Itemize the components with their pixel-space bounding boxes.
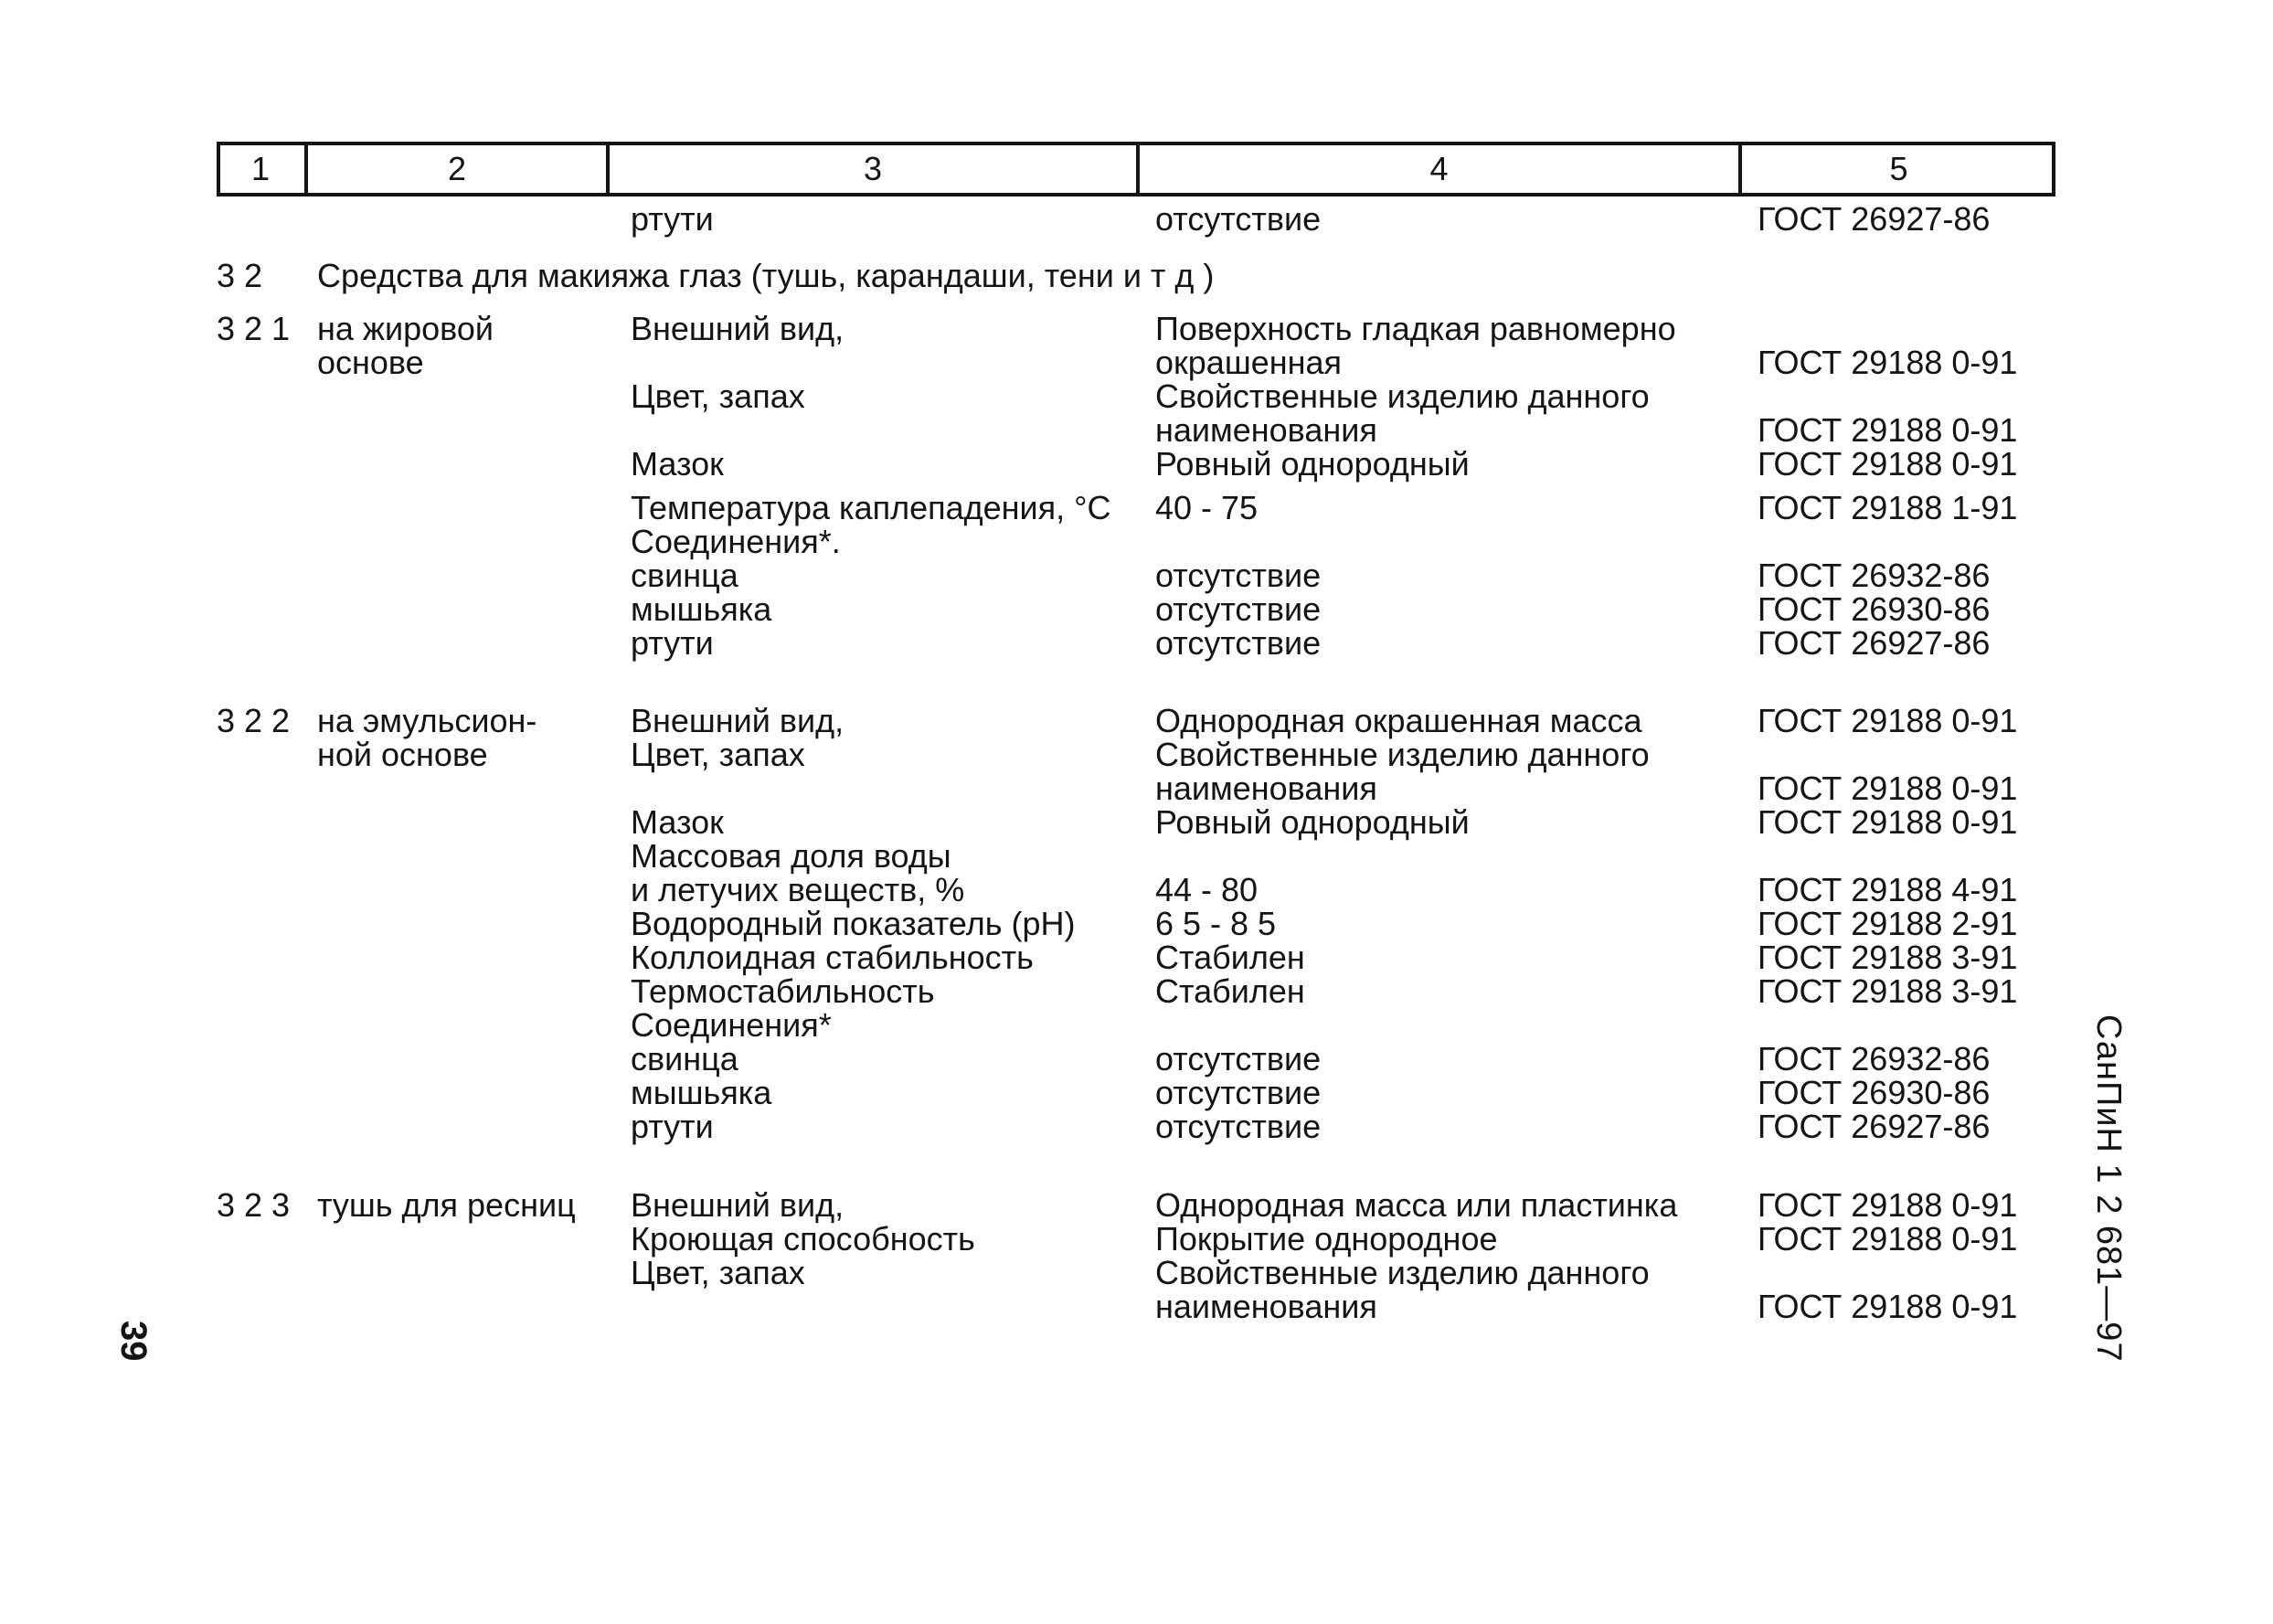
norm-value: окрашенная (1155, 344, 1342, 381)
norm-value: Ровный однородный (1155, 803, 1470, 841)
param-label: ртути (631, 624, 714, 662)
standard-ref: ГОСТ 29188 0-91 (1758, 803, 2018, 841)
param-label: Цвет, запах (631, 736, 805, 773)
header-col-5: 5 (1738, 142, 2055, 196)
norm-value: Однородная масса или пластинка (1155, 1186, 1678, 1224)
param-label: ртути (631, 1108, 714, 1145)
norm-value: отсутствие (1155, 557, 1322, 594)
subsection-name: тушь для ресниц (317, 1186, 576, 1224)
standard-ref: ГОСТ 26930-86 (1758, 1074, 1991, 1111)
standard-ref: ГОСТ 26930-86 (1758, 590, 1991, 628)
subsection-number: 3 2 2 (217, 702, 291, 739)
param-label: Цвет, запах (631, 377, 805, 415)
param-label: и летучих веществ, % (631, 871, 965, 908)
standard-ref: ГОСТ 29188 0-91 (1758, 1186, 2018, 1224)
param-label: Внешний вид, (631, 1186, 844, 1224)
param-label: Коллоидная стабильность (631, 939, 1034, 976)
standard-ref: ГОСТ 26927-86 (1758, 1108, 1991, 1145)
top-row-c3: ртути (631, 200, 714, 238)
norm-value: 6 5 - 8 5 (1155, 905, 1277, 942)
section-title: Средства для макияжа глаз (тушь, карандаши, тени и т д ) (317, 257, 1215, 294)
param-label: Кроющая способность (631, 1220, 975, 1258)
norm-value: Стабилен (1155, 939, 1305, 976)
section-number: 3 2 (217, 257, 263, 294)
standard-ref: ГОСТ 29188 0-91 (1758, 445, 2018, 483)
norm-value: отсутствие (1155, 1108, 1322, 1145)
page-number: 39 (113, 1321, 154, 1362)
norm-value: Стабилен (1155, 972, 1305, 1010)
standard-ref: ГОСТ 29188 0-91 (1758, 770, 2018, 807)
param-label: Водородный показатель (pH) (631, 905, 1076, 942)
norm-value: 40 - 75 (1155, 489, 1259, 526)
standard-ref: ГОСТ 26932-86 (1758, 1040, 1991, 1077)
norm-value: 44 - 80 (1155, 871, 1259, 908)
standard-ref: ГОСТ 29188 0-91 (1758, 411, 2018, 449)
param-label: Соединения* (631, 1006, 832, 1044)
top-row-c5: ГОСТ 26927-86 (1758, 200, 1991, 238)
standard-ref: ГОСТ 29188 0-91 (1758, 1288, 2018, 1325)
subsection-name-line: на жировой (317, 310, 494, 347)
norm-value: отсутствие (1155, 590, 1322, 628)
norm-value: наименования (1155, 411, 1377, 449)
param-label: Массовая доля воды (631, 837, 951, 875)
param-label: свинца (631, 557, 738, 594)
norm-value: Свойственные изделию данного (1155, 1254, 1650, 1291)
param-label: Термостабильность (631, 972, 935, 1010)
standard-ref: ГОСТ 29188 0-91 (1758, 344, 2018, 381)
norm-value: наименования (1155, 770, 1377, 807)
param-label: Мазок (631, 803, 724, 841)
norm-value: Поверхность гладкая равномерно (1155, 310, 1676, 347)
param-label: мышьяка (631, 590, 772, 628)
standard-ref: ГОСТ 29188 3-91 (1758, 939, 2018, 976)
standard-ref: ГОСТ 29188 4-91 (1758, 871, 2018, 908)
param-label: свинца (631, 1040, 738, 1077)
param-label: Температура каплепадения, °C (631, 489, 1111, 526)
norm-value: Свойственные изделию данного (1155, 736, 1650, 773)
param-label: Мазок (631, 445, 724, 483)
standard-ref: ГОСТ 26932-86 (1758, 557, 1991, 594)
standard-ref: ГОСТ 29188 2-91 (1758, 905, 2018, 942)
subsection-number: 3 2 3 (217, 1186, 291, 1224)
subsection-name-line: ной основе (317, 736, 488, 773)
standard-ref: ГОСТ 29188 3-91 (1758, 972, 2018, 1010)
subsection-number: 3 2 1 (217, 310, 291, 347)
standard-ref: ГОСТ 29188 1-91 (1758, 489, 2018, 526)
subsection-name-line: основе (317, 344, 424, 381)
subsection-name-line: на эмульсион- (317, 702, 537, 739)
norm-value: Покрытие однородное (1155, 1220, 1498, 1258)
param-label: Внешний вид, (631, 310, 844, 347)
norm-value: Свойственные изделию данного (1155, 377, 1650, 415)
norm-value: Ровный однородный (1155, 445, 1470, 483)
norm-value: отсутствие (1155, 1074, 1322, 1111)
param-label: мышьяка (631, 1074, 772, 1111)
standard-ref: ГОСТ 29188 0-91 (1758, 1220, 2018, 1258)
norm-value: Однородная окрашенная масса (1155, 702, 1642, 739)
top-row-c4: отсутствие (1155, 200, 1322, 238)
norm-value: отсутствие (1155, 1040, 1322, 1077)
header-col-3: 3 (606, 142, 1136, 196)
header-col-4: 4 (1136, 142, 1738, 196)
document-code: СанПиН 1 2 681—97 (2089, 1014, 2128, 1363)
header-col-1: 1 (250, 150, 271, 187)
norm-value: наименования (1155, 1288, 1377, 1325)
param-label: Соединения*. (631, 523, 841, 560)
norm-value: отсутствие (1155, 624, 1322, 662)
standard-ref: ГОСТ 29188 0-91 (1758, 702, 2018, 739)
param-label: Внешний вид, (631, 702, 844, 739)
header-col-2: 2 (304, 142, 606, 196)
standard-ref: ГОСТ 26927-86 (1758, 624, 1991, 662)
param-label: Цвет, запах (631, 1254, 805, 1291)
